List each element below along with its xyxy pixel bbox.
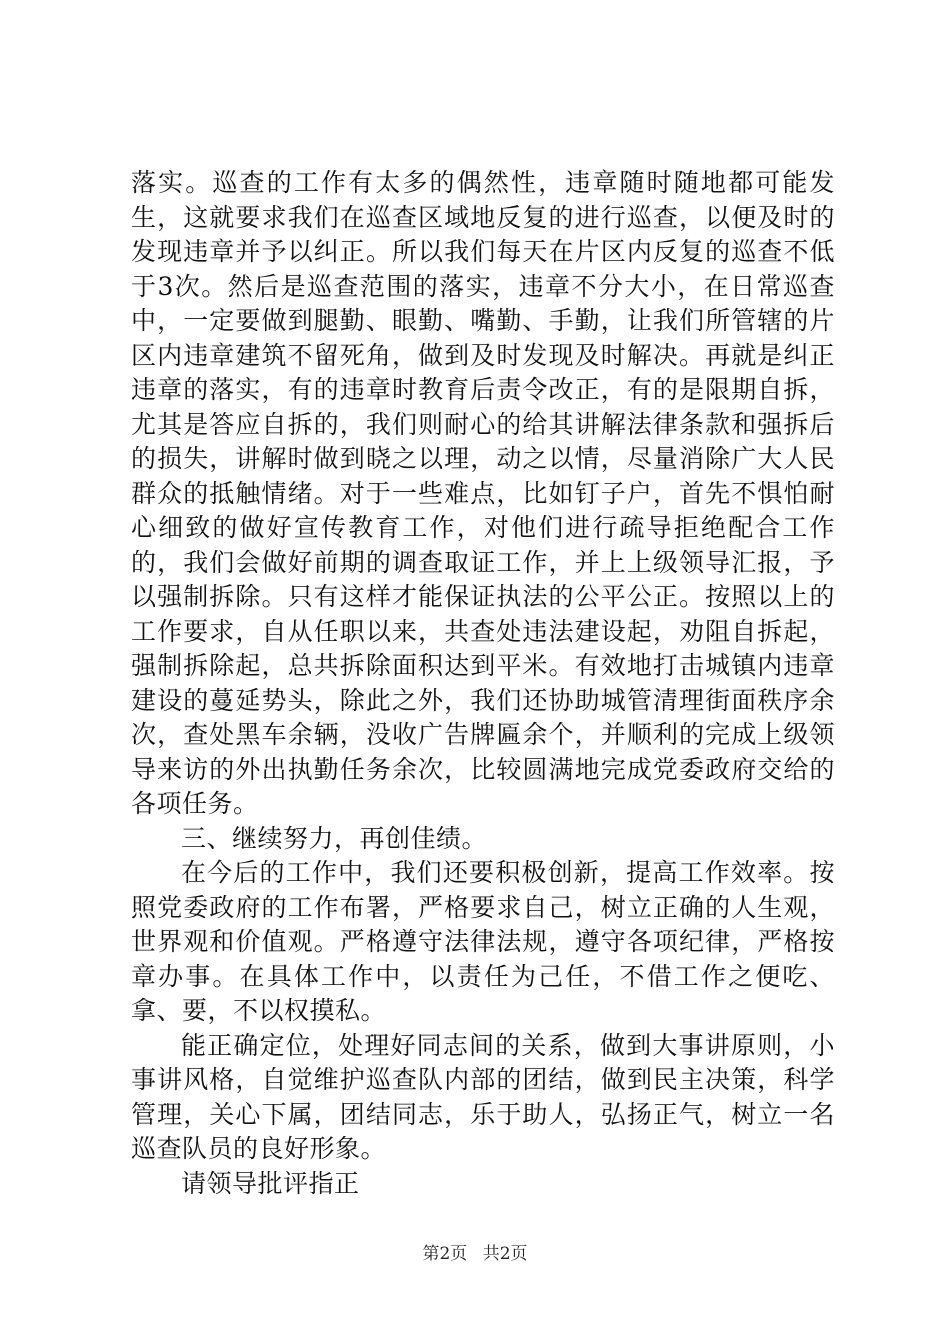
paragraph-future-work: 在今后的工作中，我们还要积极创新，提高工作效率。按照党委政府的工作布署，严格要求自己，树立正确的人生观，世界观和价值观。严格遵守法律法规，遵守各项纪律，严格按章办事。在具体工作中，以责任为己任，不借工作之便吃、拿、要，不以权摸私。 [131,858,835,1025]
paragraph-closing: 请领导批评指正 [181,1168,360,1198]
section-heading-continue-efforts: 三、继续努力，再创佳绩。 [181,823,488,853]
paragraph-positioning: 能正确定位，处理好同志间的关系，做到大事讲原则，小事讲风格，自觉维护巡查队内部的团结，做到民主决策，科学管理，关心下属，团结同志，乐于助人，弘扬正气，树立一名巡查队员的良好形象。 [131,1030,835,1163]
document-body [131,166,835,1201]
page-number: 第2页 [422,1244,468,1264]
page-footer [0,1244,950,1264]
page-total: 共2页 [482,1244,528,1264]
paragraph-work-details: 落实。巡查的工作有太多的偶然性，违章随时随地都可能发生，这就要求我们在巡查区域地反复的进行巡查，以便及时的发现违章并予以纠正。所以我们每天在片区内反复的巡查不低于3次。然后是巡查范围的落实，违章不分大小，在日常巡查中，一定要做到腿勤、眼勤、嘴勤、手勤，让我们所管辖的片区内违章建筑不留死角，做到及时发现及时解决。再就是纠正违章的落实，有的违章时教育后责令改正，有的是限期自拆，尤其是答应自拆的，我们则耐心的给其讲解法律条款和强拆后的损失，讲解时做到晓之以理，动之以情，尽量消除广大人民群众的抵触情绪。对于一些难点，比如钉子户，首先不惧怕耐心细致的做好宣传教育工作，对他们进行疏导拒绝配合工作的，我们会做好前期的调查取证工作，并上上级领导汇报，予以强制拆除。只有这样才能保证执法的公平公正。按照以上的工作要求，自从任职以来，共查处违法建设起，劝阻自拆起，强制拆除起，总共拆除面积达到平米。有效地打击城镇内违章建设的蔓延势头，除此之外，我们还协助城管清理街面秩序余次，查处黑车余辆，没收广告牌匾余个，并顺利的完成上级领导来访的外出执勤任务余次，比较圆满地完成党委政府交给的各项任务。 [131,168,835,818]
